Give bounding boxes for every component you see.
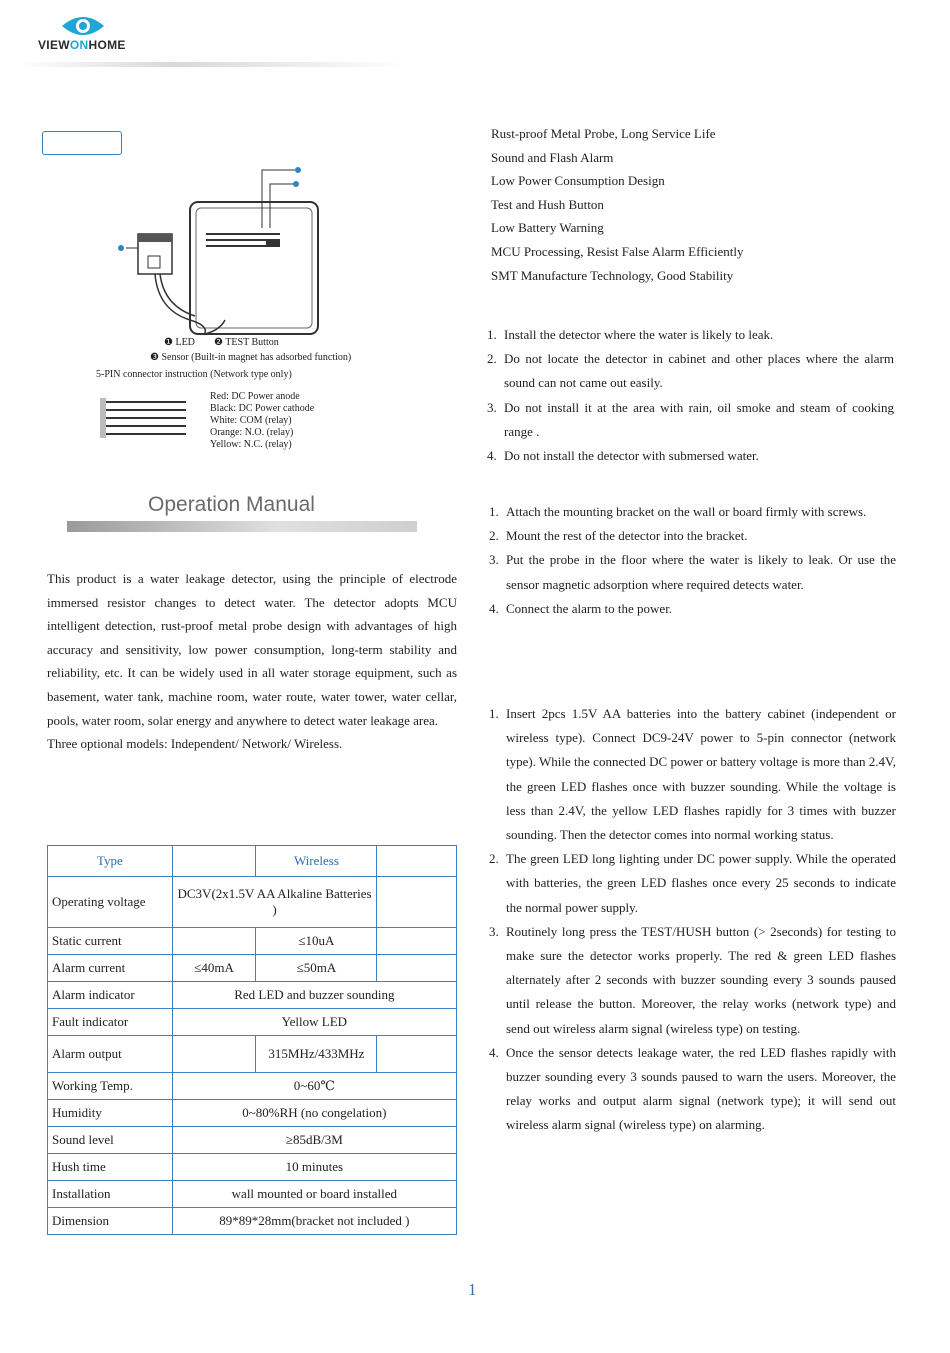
table-header-row bbox=[48, 846, 457, 877]
legend-led: ❶ LED bbox=[164, 337, 195, 348]
spec-label: Working Temp. bbox=[48, 1073, 173, 1100]
table-header-cell bbox=[377, 846, 457, 877]
spec-value: Yellow LED bbox=[172, 1009, 456, 1036]
spec-value: ≤40mA bbox=[172, 955, 256, 982]
list-item: 1. Install the detector where the water is likely to leak. bbox=[487, 327, 774, 342]
list-item: 1. Insert 2pcs 1.5V AA batteries into the battery cabinet (independent or wireless type). Connect DC9-24V power to 5-pin connector (network type). While the connected DC power or battery voltage is more than 2.4V, the green LED flashes once with buzzer sounding. While the voltage is less than 2.4V, the yellow LED flashes rapidly for 3 times with buzzer sounding. Then the detector comes into normal working status. bbox=[489, 706, 896, 843]
list-item: 4. Do not install the detector with submersed water. bbox=[487, 448, 759, 464]
list-item: 2. The green LED long lighting under DC power supply. While the operated with batteries, the green LED flashes once every 25 seconds to indicate the normal power supply. bbox=[489, 851, 896, 915]
models-line: Three optional models: Independent/ Network/ Wireless. bbox=[47, 736, 343, 752]
table-row bbox=[48, 982, 457, 1009]
page-number: 1 bbox=[468, 1280, 477, 1299]
intro-text bbox=[47, 567, 457, 756]
list-item: 2. Mount the rest of the detector into the bracket. bbox=[489, 528, 748, 544]
feature-item: Test and Hush Button bbox=[491, 196, 604, 212]
list-item: 3. Routinely long press the TEST/HUSH button (> 2seconds) for testing to make sure the detector works properly. The red & green LED flashes alternately after 2 seconds with buzzer sounding every 3 sounds paused until release the button. Moreover, the relay works (network type) and send out wireless alarm signal (wireless type) on testing. bbox=[489, 923, 896, 1036]
feature-item: MCU Processing, Resist False Alarm Efficiently bbox=[491, 243, 744, 259]
spec-label: Humidity bbox=[48, 1100, 173, 1127]
wire-orange: Orange: N.O. (relay) bbox=[210, 427, 294, 438]
table-header-cell: Type bbox=[48, 846, 173, 877]
table-row bbox=[48, 877, 457, 928]
spec-label: Dimension bbox=[48, 1208, 173, 1235]
wire-black: Black: DC Power cathode bbox=[210, 403, 315, 414]
feature-list bbox=[491, 122, 744, 287]
table-row bbox=[48, 1036, 457, 1073]
table-row bbox=[48, 1100, 457, 1127]
spec-label: Sound level bbox=[48, 1127, 173, 1154]
table-row bbox=[48, 928, 457, 955]
table-row bbox=[48, 1208, 457, 1235]
list-item: 3. Do not install it at the area with rain, oil smoke and steam of cooking range . bbox=[487, 399, 894, 439]
spec-value: 89*89*28mm(bracket not included ) bbox=[172, 1208, 456, 1235]
brand-name: VIEWONHOME bbox=[38, 38, 126, 52]
spec-value: 0~80%RH (no congelation) bbox=[172, 1100, 456, 1127]
table-row bbox=[48, 1073, 457, 1100]
feature-item: SMT Manufacture Technology, Good Stability bbox=[491, 267, 734, 283]
table-header-cell bbox=[172, 846, 256, 877]
spec-value: 315MHz/433MHz bbox=[256, 1036, 377, 1073]
feature-item: Rust-proof Metal Probe, Long Service Life bbox=[491, 126, 716, 141]
spec-value: 0~60℃ bbox=[172, 1073, 456, 1100]
spec-label: Alarm current bbox=[48, 955, 173, 982]
wire-yellow: Yellow: N.C. (relay) bbox=[210, 439, 292, 450]
list-item: 1. Attach the mounting bracket on the wall or board firmly with screws. bbox=[489, 504, 867, 519]
table-row bbox=[48, 1009, 457, 1036]
wire-white: White: COM (relay) bbox=[210, 415, 292, 426]
spec-label: Alarm indicator bbox=[48, 982, 173, 1009]
spec-value: ≤50mA bbox=[256, 955, 377, 982]
installation-notes-list bbox=[487, 323, 894, 468]
list-item: 4. Once the sensor detects leakage water, the red LED flashes rapidly with buzzer sounding every 3 sounds paused to warn the users. Moreover, the relay works and output alarm signal (network type); it will send out wireless alarm signal (wireless type) on alarming. bbox=[489, 1044, 896, 1133]
operation-steps-list bbox=[489, 702, 896, 1138]
spec-label: Installation bbox=[48, 1181, 173, 1208]
table-row bbox=[48, 1127, 457, 1154]
spec-table bbox=[47, 845, 457, 1235]
header-divider bbox=[18, 62, 408, 67]
wire-red: Red: DC Power anode bbox=[210, 391, 300, 402]
intro-paragraph: This product is a water leakage detector, using the principle of electrode immersed resistor changes to detect water. The detector adopts MCU intelligent detection, rust-proof metal probe design with advantages of high accuracy and sensitivity, low power consumption, long-term stability and reliability, etc. It can be widely used in all water storage equipment, such as basement, water tank, machine room, water route, water tower, water cellar, pools, water room, solar energy and anywhere to detect water leakage area. bbox=[47, 571, 457, 728]
list-item: 2. Do not locate the detector in cabinet and other places where the alarm sound can not came out easily. bbox=[487, 351, 894, 391]
spec-value: ≤10uA bbox=[256, 928, 377, 955]
spec-value: wall mounted or board installed bbox=[172, 1181, 456, 1208]
section-label-box bbox=[42, 131, 122, 155]
spec-label: Operating voltage bbox=[48, 877, 173, 928]
legend-test-button: ❷ TEST Button bbox=[214, 337, 279, 348]
title-underline-bar bbox=[67, 521, 417, 532]
list-item: 4. Connect the alarm to the power. bbox=[489, 600, 673, 616]
feature-item: Low Power Consumption Design bbox=[491, 173, 665, 189]
wire-color-legend bbox=[210, 391, 314, 451]
spec-label: Hush time bbox=[48, 1154, 173, 1181]
spec-value: ≥85dB/3M bbox=[172, 1127, 456, 1154]
spec-label: Fault indicator bbox=[48, 1009, 173, 1036]
spec-value: DC3V(2x1.5V AA Alkaline Batteries ) bbox=[172, 877, 377, 928]
list-item: 3. Put the probe in the floor where the water is likely to leak. Or use the sensor magnetic adsorption where required detects water. bbox=[489, 552, 896, 592]
table-header-cell: Wireless bbox=[256, 846, 377, 877]
feature-item: Low Battery Warning bbox=[491, 220, 604, 236]
spec-value: Red LED and buzzer sounding bbox=[172, 982, 456, 1009]
table-row bbox=[48, 955, 457, 982]
detector-diagram bbox=[100, 160, 390, 345]
installation-steps-list bbox=[489, 500, 896, 621]
spec-value: 10 minutes bbox=[172, 1154, 456, 1181]
manual-title: Operation Manual bbox=[148, 493, 315, 516]
spec-label: Alarm output bbox=[48, 1036, 173, 1073]
table-row bbox=[48, 1154, 457, 1181]
feature-item: Sound and Flash Alarm bbox=[491, 149, 614, 165]
legend-sensor: ❸ Sensor (Built-in magnet has adsorbed function) bbox=[150, 352, 352, 363]
table-row bbox=[48, 1181, 457, 1208]
connector-title: 5-PIN connector instruction (Network type only) bbox=[96, 369, 292, 380]
connector-wires-diagram bbox=[100, 398, 186, 438]
spec-label: Static current bbox=[48, 928, 173, 955]
